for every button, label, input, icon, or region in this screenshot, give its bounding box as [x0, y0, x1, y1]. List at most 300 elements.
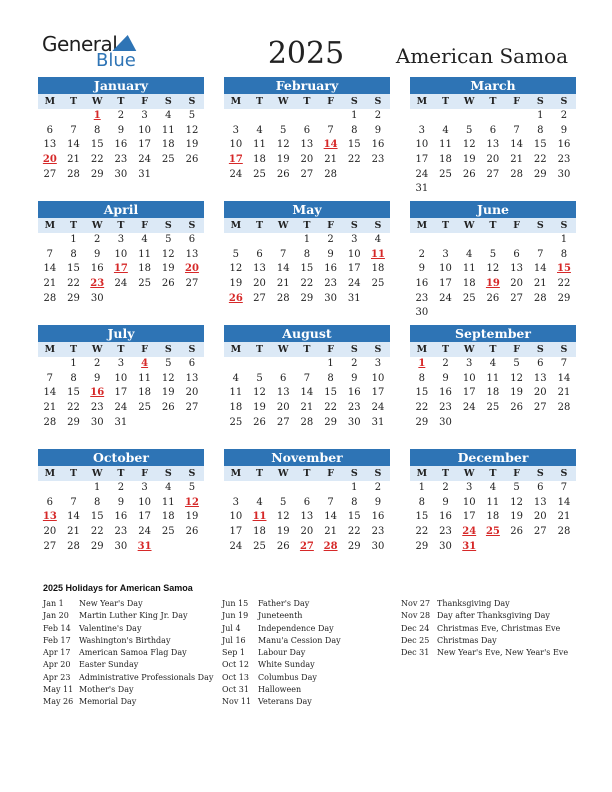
day-cell: 22 — [67, 278, 80, 290]
weekday-label: W — [91, 220, 103, 231]
day-cell: 28 — [510, 168, 523, 180]
day-cell: 1 — [327, 358, 334, 369]
weekday-label: S — [188, 344, 196, 355]
day-cell: 15 — [415, 511, 429, 523]
day-cell: 23 — [371, 526, 385, 538]
day-cell: 1 — [94, 482, 101, 493]
day-cell: 21 — [300, 402, 314, 414]
day-cell: 28 — [43, 292, 57, 304]
blank-cell — [224, 109, 248, 124]
day-cell: 10 — [138, 496, 151, 508]
month-title: February — [224, 77, 390, 94]
day-cell: 1 — [418, 482, 426, 493]
day-cell: 21 — [557, 387, 571, 399]
holiday-item — [222, 635, 341, 647]
day-cell: 18 — [138, 387, 151, 399]
holiday-day-cell: 24 — [462, 526, 477, 538]
day-cell: 24 — [138, 526, 151, 538]
day-cell: 5 — [280, 124, 287, 136]
weekday-label: M — [44, 468, 56, 479]
day-cell: 19 — [510, 511, 523, 523]
day-cell: 21 — [533, 278, 547, 290]
holiday-day-cell: 20 — [185, 263, 199, 275]
logo-blue-text: Blue — [96, 50, 136, 71]
day-cell: 15 — [67, 387, 80, 399]
day-cell: 31 — [347, 292, 361, 304]
month-october — [38, 449, 204, 554]
weekday-label: S — [560, 468, 568, 479]
holiday-item — [401, 635, 568, 647]
blank-cell — [271, 481, 295, 496]
holiday-day-cell: 4 — [141, 358, 149, 369]
day-cell: 14 — [557, 496, 571, 508]
day-cell: 5 — [513, 358, 520, 369]
weekday-label: T — [69, 96, 78, 107]
holiday-date: Apr 23 — [43, 672, 71, 682]
day-cell: 6 — [46, 496, 54, 508]
day-cell: 28 — [43, 416, 57, 428]
day-cell: 25 — [439, 168, 452, 180]
day-cell: 3 — [141, 110, 148, 121]
day-cell: 1 — [351, 482, 358, 493]
day-cell: 27 — [43, 168, 57, 180]
day-cell: 10 — [347, 248, 361, 260]
day-cell: 9 — [117, 124, 125, 136]
holiday-date: May 26 — [43, 697, 74, 707]
blank-cell — [319, 481, 343, 496]
day-cell: 18 — [229, 402, 243, 414]
weekday-label: F — [513, 344, 520, 355]
holiday-item — [401, 647, 568, 659]
day-cell: 26 — [462, 168, 476, 180]
day-cell: 12 — [253, 387, 266, 399]
blank-cell — [295, 357, 319, 372]
day-cell: 19 — [161, 263, 175, 275]
day-cell: 28 — [324, 168, 337, 180]
holiday-day-cell: 14 — [323, 139, 338, 151]
holiday-item — [222, 672, 341, 684]
day-cell: 2 — [94, 234, 101, 245]
weekday-label: S — [188, 220, 196, 231]
blank-cell — [224, 233, 248, 248]
holiday-date: Dec 25 — [401, 635, 430, 645]
weekday-label: S — [164, 344, 172, 355]
holiday-date: Oct 13 — [222, 672, 249, 682]
day-cell: 10 — [138, 124, 151, 136]
weekday-label: M — [230, 96, 242, 107]
holiday-date: Nov 27 — [401, 599, 431, 608]
holiday-name: Day after Thanksgiving Day — [437, 611, 550, 621]
day-cell: 20 — [533, 387, 547, 399]
day-cell: 3 — [351, 234, 358, 245]
weekday-label: T — [489, 344, 497, 355]
blank-cell — [38, 481, 62, 496]
weekday-label: W — [91, 96, 103, 107]
blank-cell — [481, 233, 505, 248]
day-cell: 3 — [466, 358, 473, 369]
day-cell: 17 — [439, 278, 452, 290]
day-cell: 23 — [114, 154, 128, 166]
day-cell: 6 — [537, 358, 544, 369]
day-cell: 10 — [462, 372, 476, 384]
day-cell: 8 — [418, 496, 426, 508]
day-cell: 8 — [560, 248, 568, 260]
day-cell: 17 — [347, 263, 361, 275]
day-cell: 16 — [439, 387, 452, 399]
day-cell: 20 — [300, 154, 314, 166]
day-cell: 21 — [67, 154, 80, 166]
day-cell: 20 — [300, 526, 314, 538]
day-cell: 17 — [371, 387, 385, 399]
weekday-label: T — [117, 96, 125, 107]
weekday-label: T — [69, 468, 78, 479]
day-cell: 17 — [229, 526, 243, 538]
day-cell: 27 — [486, 168, 500, 180]
month-november — [224, 449, 390, 554]
day-cell: 22 — [415, 526, 429, 538]
day-grid — [224, 481, 390, 554]
holiday-name: Juneteenth — [258, 611, 303, 621]
day-cell: 30 — [347, 416, 361, 428]
day-cell: 15 — [347, 139, 361, 151]
weekday-label: F — [513, 96, 520, 107]
day-cell: 19 — [253, 402, 266, 414]
day-cell: 19 — [276, 154, 290, 166]
day-cell: 24 — [138, 154, 151, 166]
day-cell: 4 — [232, 372, 240, 384]
day-cell: 4 — [489, 358, 497, 369]
day-cell: 4 — [256, 124, 263, 136]
day-cell: 11 — [138, 248, 151, 260]
day-cell: 5 — [489, 248, 497, 260]
day-cell: 3 — [418, 124, 426, 136]
holiday-item — [401, 623, 568, 635]
day-cell: 6 — [188, 358, 196, 369]
month-title: September — [410, 325, 576, 342]
weekday-label: T — [441, 344, 450, 355]
holiday-name: Thanksgiving Day — [437, 599, 510, 608]
day-cell: 22 — [67, 402, 80, 414]
holidays-title: 2025 Holidays for American Samoa — [43, 583, 193, 593]
day-cell: 17 — [138, 511, 151, 523]
day-cell: 26 — [185, 154, 199, 166]
blank-cell — [248, 109, 272, 124]
day-grid — [410, 481, 576, 554]
month-title: March — [410, 77, 576, 94]
holiday-day-cell: 11 — [252, 511, 267, 523]
day-cell: 24 — [229, 168, 243, 180]
day-cell: 5 — [232, 248, 240, 260]
weekday-label: M — [230, 468, 242, 479]
weekday-label: S — [350, 96, 358, 107]
day-cell: 2 — [418, 248, 426, 260]
holiday-day-cell: 16 — [90, 387, 105, 399]
blank-cell — [62, 481, 86, 496]
day-cell: 28 — [557, 526, 571, 538]
weekday-label: T — [489, 220, 497, 231]
day-cell: 27 — [185, 278, 199, 290]
day-cell: 1 — [351, 110, 358, 121]
day-cell: 30 — [415, 307, 429, 319]
day-cell: 19 — [462, 154, 476, 166]
day-cell: 13 — [533, 496, 547, 508]
day-cell: 28 — [557, 402, 571, 414]
day-grid — [38, 357, 204, 430]
holiday-date: Jul 16 — [222, 635, 246, 645]
day-cell: 15 — [324, 387, 337, 399]
day-cell: 15 — [300, 263, 314, 275]
day-cell: 30 — [90, 416, 104, 428]
day-cell: 8 — [418, 372, 426, 384]
blank-cell — [410, 109, 434, 124]
day-cell: 30 — [114, 168, 128, 180]
weekday-label: F — [141, 344, 148, 355]
blank-cell — [38, 109, 62, 124]
day-cell: 5 — [256, 372, 263, 384]
day-cell: 24 — [114, 278, 128, 290]
day-cell: 5 — [165, 234, 172, 245]
weekday-header — [224, 218, 390, 233]
day-cell: 15 — [533, 139, 547, 151]
page-title-year: 2025 — [267, 36, 345, 71]
holiday-date: Apr 20 — [43, 660, 71, 670]
day-cell: 8 — [94, 496, 101, 508]
day-cell: 8 — [70, 372, 77, 384]
day-cell: 7 — [327, 124, 334, 136]
weekday-header — [410, 94, 576, 109]
day-cell: 11 — [439, 139, 452, 151]
blank-cell — [295, 109, 319, 124]
day-cell: 3 — [232, 124, 240, 136]
weekday-header — [38, 466, 204, 481]
day-cell: 23 — [114, 526, 128, 538]
weekday-label: T — [303, 96, 311, 107]
day-cell: 29 — [415, 416, 429, 428]
month-may — [224, 201, 390, 306]
day-cell: 9 — [442, 496, 449, 508]
day-cell: 24 — [114, 402, 128, 414]
day-cell: 18 — [486, 511, 500, 523]
weekday-label: M — [230, 344, 242, 355]
day-cell: 29 — [324, 416, 337, 428]
holiday-item — [43, 672, 213, 684]
month-august — [224, 325, 390, 430]
blank-cell — [271, 357, 295, 372]
day-cell: 10 — [462, 496, 476, 508]
day-cell: 10 — [371, 372, 385, 384]
weekday-label: T — [303, 220, 311, 231]
day-cell: 24 — [229, 540, 243, 552]
day-grid — [410, 109, 576, 197]
weekday-label: T — [441, 96, 450, 107]
weekday-label: S — [536, 96, 544, 107]
day-cell: 20 — [43, 526, 57, 538]
day-cell: 12 — [276, 511, 290, 523]
day-cell: 24 — [462, 402, 476, 414]
day-cell: 13 — [300, 511, 314, 523]
day-cell: 13 — [185, 372, 199, 384]
holiday-date: Dec 31 — [401, 648, 430, 658]
holiday-day-cell: 28 — [323, 540, 338, 552]
day-cell: 6 — [280, 372, 287, 384]
day-cell: 20 — [510, 278, 523, 290]
day-cell: 3 — [466, 482, 473, 493]
day-cell: 2 — [94, 358, 101, 369]
weekday-label: F — [513, 468, 520, 479]
holiday-date: Oct 12 — [222, 660, 249, 670]
holiday-day-cell: 13 — [42, 511, 57, 523]
weekday-label: W — [277, 220, 289, 231]
day-cell: 23 — [347, 402, 361, 414]
month-september — [410, 325, 576, 430]
day-cell: 7 — [70, 496, 77, 508]
day-cell: 11 — [253, 139, 266, 151]
day-cell: 19 — [185, 511, 199, 523]
day-cell: 1 — [70, 358, 77, 369]
day-cell: 25 — [229, 416, 243, 428]
day-cell: 24 — [347, 278, 361, 290]
day-cell: 12 — [185, 124, 199, 136]
day-cell: 23 — [557, 154, 571, 166]
weekday-label: T — [441, 468, 450, 479]
day-grid — [38, 109, 204, 182]
weekday-label: T — [255, 468, 264, 479]
day-cell: 25 — [161, 154, 175, 166]
holiday-date: Dec 24 — [401, 623, 430, 633]
holiday-item — [222, 684, 341, 696]
day-cell: 27 — [510, 292, 523, 304]
blank-cell — [457, 109, 481, 124]
holiday-item — [222, 598, 341, 610]
day-cell: 12 — [510, 372, 523, 384]
weekday-label: S — [374, 220, 382, 231]
weekday-label: S — [350, 344, 358, 355]
holiday-name: Martin Luther King Jr. Day — [79, 611, 188, 621]
day-cell: 30 — [439, 416, 452, 428]
blank-cell — [481, 109, 505, 124]
day-cell: 7 — [46, 372, 54, 384]
day-cell: 10 — [114, 372, 128, 384]
weekday-header — [38, 218, 204, 233]
day-cell: 31 — [371, 416, 385, 428]
holiday-date: Oct 31 — [222, 685, 249, 695]
day-cell: 12 — [161, 372, 175, 384]
weekday-header — [38, 94, 204, 109]
day-grid — [224, 357, 390, 430]
day-cell: 13 — [300, 139, 314, 151]
holiday-date: Feb 17 — [43, 635, 71, 645]
day-cell: 15 — [90, 511, 104, 523]
day-cell: 26 — [510, 402, 523, 414]
day-cell: 18 — [161, 511, 175, 523]
day-cell: 25 — [486, 402, 500, 414]
day-cell: 4 — [165, 482, 172, 493]
day-cell: 18 — [253, 154, 266, 166]
day-cell: 2 — [560, 110, 568, 121]
day-cell: 18 — [439, 154, 452, 166]
day-cell: 22 — [347, 526, 361, 538]
holiday-item — [43, 598, 213, 610]
blank-cell — [38, 233, 62, 248]
weekday-label: S — [374, 344, 382, 355]
blank-cell — [319, 109, 343, 124]
day-cell: 8 — [351, 124, 358, 136]
day-cell: 14 — [43, 263, 57, 275]
day-cell: 29 — [300, 292, 314, 304]
day-cell: 2 — [351, 358, 358, 369]
day-cell: 8 — [94, 124, 101, 136]
day-cell: 19 — [229, 278, 243, 290]
weekday-label: S — [536, 468, 544, 479]
day-grid — [410, 357, 576, 430]
holiday-name: Christmas Eve, Christmas Eve — [437, 623, 561, 633]
day-cell: 30 — [371, 540, 385, 552]
weekday-label: T — [303, 468, 311, 479]
holiday-item — [401, 610, 568, 622]
holiday-column — [43, 598, 213, 709]
day-cell: 14 — [533, 263, 547, 275]
holiday-name: American Samoa Flag Day — [79, 648, 187, 658]
day-cell: 24 — [415, 168, 429, 180]
holiday-item — [43, 659, 213, 671]
weekday-label: T — [117, 220, 125, 231]
weekday-label: T — [303, 344, 311, 355]
day-cell: 1 — [70, 234, 77, 245]
weekday-label: F — [327, 468, 334, 479]
day-cell: 21 — [324, 154, 337, 166]
day-cell: 23 — [371, 154, 385, 166]
day-cell: 4 — [442, 124, 449, 136]
day-cell: 26 — [185, 526, 199, 538]
day-cell: 8 — [303, 248, 311, 260]
day-cell: 26 — [161, 402, 175, 414]
weekday-label: S — [374, 468, 382, 479]
day-grid — [224, 233, 390, 306]
day-cell: 16 — [371, 139, 385, 151]
day-cell: 16 — [415, 278, 429, 290]
day-cell: 11 — [486, 372, 500, 384]
day-cell: 23 — [415, 292, 429, 304]
day-cell: 28 — [276, 292, 290, 304]
holiday-name: Veterans Day — [258, 697, 312, 707]
weekday-label: S — [164, 96, 172, 107]
day-cell: 7 — [560, 358, 568, 369]
weekday-label: W — [91, 344, 103, 355]
weekday-label: M — [44, 344, 56, 355]
weekday-label: W — [91, 468, 103, 479]
day-cell: 5 — [165, 358, 172, 369]
day-cell: 26 — [510, 526, 523, 538]
day-cell: 25 — [138, 402, 151, 414]
day-cell: 9 — [94, 372, 101, 384]
day-cell: 24 — [439, 292, 452, 304]
holiday-day-cell: 25 — [485, 526, 500, 538]
day-cell: 8 — [351, 496, 358, 508]
day-cell: 29 — [90, 168, 104, 180]
weekday-label: S — [188, 96, 196, 107]
day-cell: 10 — [229, 511, 243, 523]
holiday-name: Mother's Day — [79, 685, 134, 695]
holiday-name: Washington's Birthday — [79, 635, 171, 645]
day-cell: 25 — [253, 168, 266, 180]
weekday-label: W — [277, 96, 289, 107]
day-cell: 7 — [513, 124, 520, 136]
day-cell: 9 — [442, 372, 449, 384]
holiday-day-cell: 1 — [418, 358, 426, 369]
day-cell: 10 — [114, 248, 128, 260]
blank-cell — [62, 109, 86, 124]
day-cell: 12 — [276, 139, 290, 151]
